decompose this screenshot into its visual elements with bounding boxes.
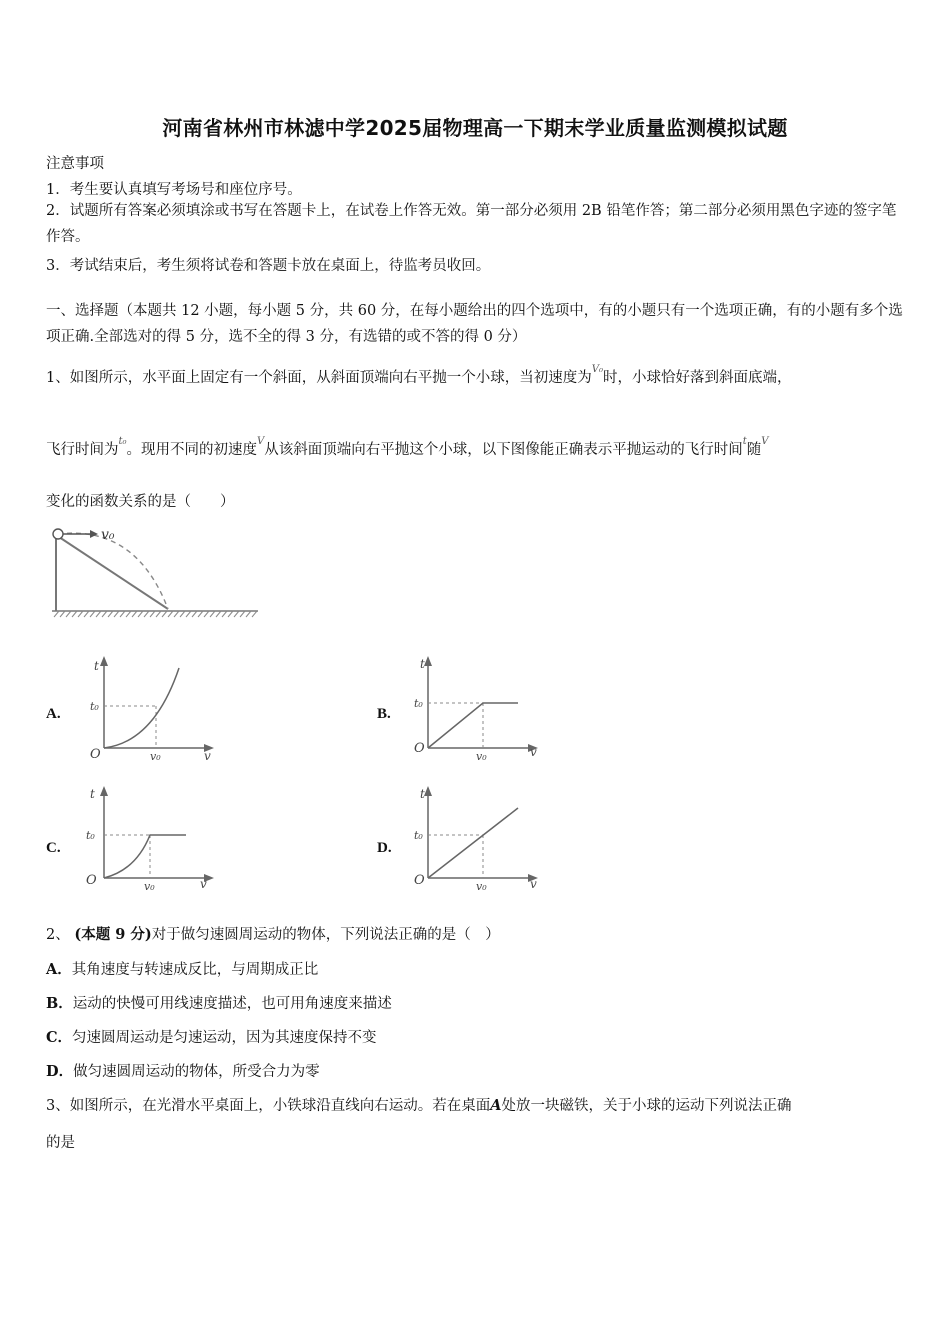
q1-text-2d: 随 xyxy=(746,442,762,458)
v-label: v xyxy=(530,877,537,891)
q1-line-1 xyxy=(46,366,908,387)
q1-option-a-graph[interactable] xyxy=(84,652,224,764)
notice-item-1: 1．考生要认真填写考场号和座位序号。 xyxy=(46,182,302,198)
q2-score: (本题 9 分) xyxy=(74,926,152,943)
y-axis-arrow-icon xyxy=(424,786,432,796)
origin-label: O xyxy=(90,747,101,762)
v0-label: v₀ xyxy=(476,750,487,763)
t0-label: t₀ xyxy=(414,829,423,842)
origin-label: O xyxy=(414,741,425,756)
v0-label: v₀ xyxy=(476,880,487,893)
curve xyxy=(428,703,518,748)
q1-option-b-label: B. xyxy=(377,706,391,722)
q2-option-b-label: B． xyxy=(46,995,73,1012)
q2-option-b-text: 运动的快慢可用线速度描述，也可用角速度来描述 xyxy=(72,996,392,1012)
q1-text-2c: 从该斜面顶端向右平抛这个小球，以下图像能正确表示平抛运动的飞行时间 xyxy=(264,442,743,458)
v-label: v xyxy=(204,749,211,763)
q1-option-c-label: C. xyxy=(46,840,61,856)
q2-option-a-label: A． xyxy=(46,961,72,978)
q3-text-b: 处放一块磁铁，关于小球的运动下列说法正确 xyxy=(501,1098,792,1114)
notice-item-3: 3．考试结束后，考生须将试卷和答题卡放在桌面上，待监考员收回。 xyxy=(46,258,491,274)
q1-t-symbol: t xyxy=(742,436,747,447)
t-label: t xyxy=(420,657,425,671)
figure-v0-label: v₀ xyxy=(101,527,115,543)
q3-stem-line-1 xyxy=(46,1094,908,1115)
q2-option-d-label: D． xyxy=(46,1063,74,1080)
q1-v0-symbol: V₀ xyxy=(591,364,603,375)
v0-label: v₀ xyxy=(144,880,155,893)
q3-text-a: 3、如图所示，在光滑水平桌面上，小铁球沿直线向右运动。若在桌面 xyxy=(46,1098,491,1114)
ball-icon xyxy=(53,529,63,539)
q1-text-2a: 飞行时间为 xyxy=(46,442,119,458)
q3-point-a: A xyxy=(490,1097,502,1114)
q1-option-d-label: D. xyxy=(377,840,392,856)
q1-text-1b: 时，小球恰好落到斜面底端， xyxy=(602,370,792,386)
q1-line-3: 变化的函数关系的是（ ） xyxy=(46,494,235,510)
origin-label: O xyxy=(86,873,97,888)
q2-number: 2、 xyxy=(46,927,70,943)
y-axis-arrow-icon xyxy=(100,786,108,796)
q2-option-b[interactable] xyxy=(46,992,908,1013)
q2-option-d-text: 做匀速圆周运动的物体，所受合力为零 xyxy=(73,1064,320,1080)
ground-hatching xyxy=(54,611,257,617)
origin-label: O xyxy=(414,873,425,888)
v0-label: v₀ xyxy=(150,750,161,763)
q2-option-c-text: 匀速圆周运动是匀速运动，因为其速度保持不变 xyxy=(72,1030,377,1046)
curve xyxy=(428,808,518,878)
curve xyxy=(104,668,179,748)
curve xyxy=(104,835,186,878)
q2-option-c-label: C． xyxy=(46,1029,73,1046)
incline-slope xyxy=(56,535,168,609)
section-intro: 一、选择题（本题共 12 小题，每小题 5 分，共 60 分，在每小题给出的四个选项中，有的小题只有一个选项正确，有的小题有多个选项正确.全部选对的得 5 分，选不全的得 3 分，有选错的或不答的得 0 分） xyxy=(46,303,903,345)
v-label: v xyxy=(530,745,537,759)
q1-text-2b: 。现用不同的初速度 xyxy=(126,442,258,458)
incline-figure xyxy=(46,525,266,620)
q1-text-1a: 1、如图所示，水平面上固定有一个斜面，从斜面顶端向右平抛一个小球，当初速度为 xyxy=(46,370,592,386)
t0-label: t₀ xyxy=(90,700,99,713)
q1-option-a-label: A. xyxy=(46,706,61,722)
q2-option-a-text: 其角速度与转速成反比，与周期成正比 xyxy=(71,962,319,978)
q2-option-c[interactable] xyxy=(46,1026,908,1047)
t-label: t xyxy=(420,787,425,801)
t-label: t xyxy=(90,787,95,801)
y-axis-arrow-icon xyxy=(100,656,108,666)
q1-option-b-graph[interactable] xyxy=(408,652,548,764)
q2-text: 对于做匀速圆周运动的物体，下列说法正确的是（ ） xyxy=(151,927,500,943)
q1-option-c-graph[interactable] xyxy=(84,782,224,894)
q1-option-d-graph[interactable] xyxy=(408,782,548,894)
notice-item-2: 2．试题所有答案必须填涂或书写在答题卡上，在试卷上作答无效。第一部分必须用 2B 铅笔作答；第二部分必须用黑色字迹的签字笔作答。 xyxy=(46,203,897,245)
t0-label: t₀ xyxy=(414,697,423,710)
q1-line-2 xyxy=(46,438,908,459)
v-label: v xyxy=(200,877,207,891)
notice-heading: 注意事项 xyxy=(46,156,104,172)
q2-stem xyxy=(46,923,908,944)
q2-option-a[interactable] xyxy=(46,958,908,979)
q1-v-end-symbol: V xyxy=(761,436,769,447)
t0-label: t₀ xyxy=(86,829,95,842)
q1-t0-symbol: t₀ xyxy=(118,436,127,447)
y-axis-arrow-icon xyxy=(424,656,432,666)
q2-option-d[interactable] xyxy=(46,1060,908,1081)
q1-v-symbol: V xyxy=(257,436,265,447)
velocity-arrowhead-icon xyxy=(90,530,98,538)
page-title: 河南省林州市林滤中学2025届物理高一下期末学业质量监测模拟试题 xyxy=(162,116,788,140)
t-label: t xyxy=(94,659,99,673)
q3-stem-line-2: 的是 xyxy=(46,1135,75,1151)
